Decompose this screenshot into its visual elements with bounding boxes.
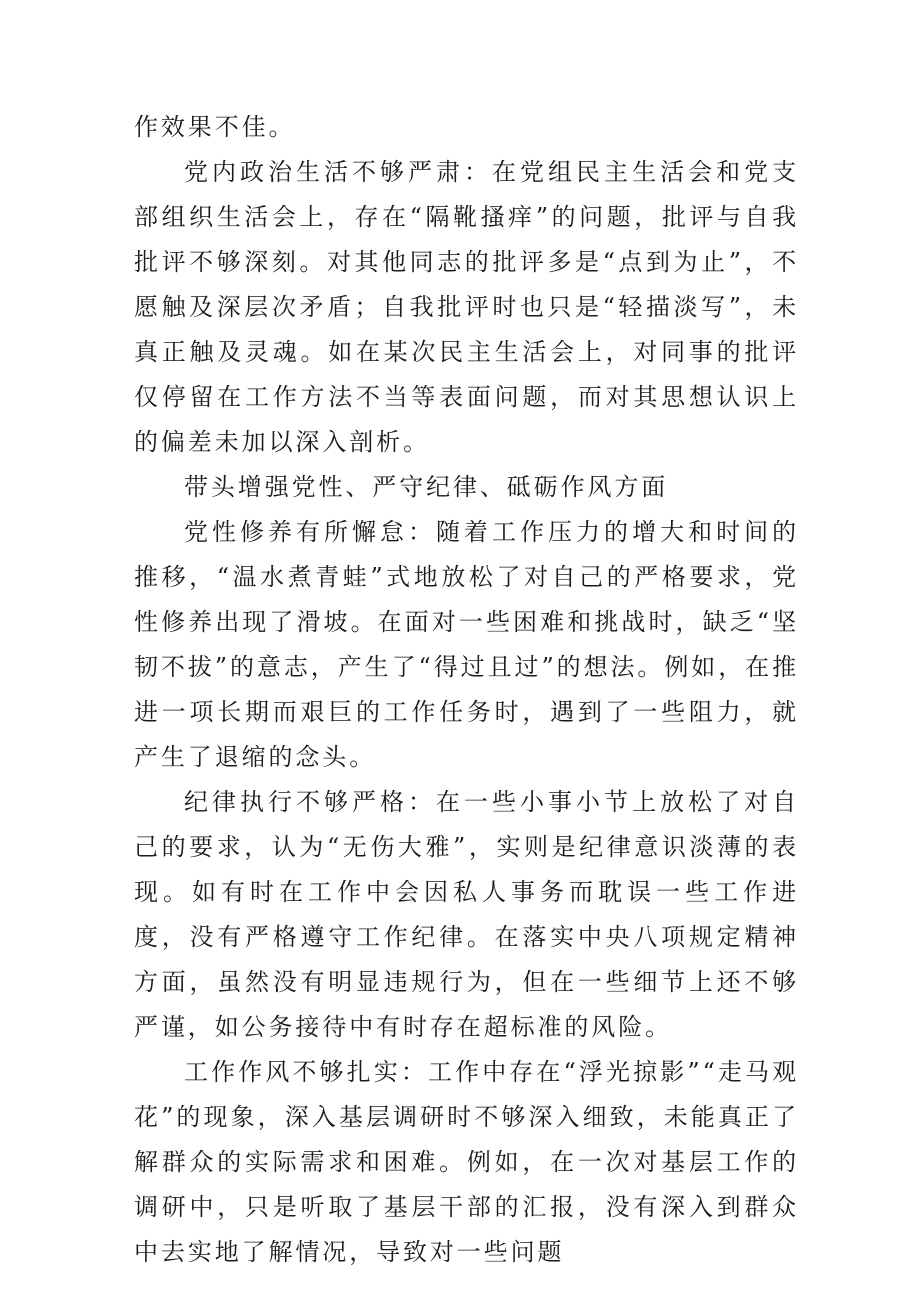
section-heading: 带头增强党性、严守纪律、砥砺作风方面 [184,473,669,501]
paragraph-party-spirit: 党性修养有所懈怠：随着工作压力的增大和时间的推移，“温水煮青蛙”式地放松了对自己的严格要求，党性修养出现了滑坡。在面对一些困难和挑战时，缺乏“坚韧不拔”的意志，产生了“得过且过”的想法。例如，在推进一项长期而艰巨的工作任务时，遇到了一些阻力，就产生了退缩的念头。 [134,518,799,771]
paragraph-work-style: 工作作风不够扎实：工作中存在“浮光掠影”“走马观花”的现象，深入基层调研时不够深入细致，未能真正了解群众的实际需求和困难。例如，在一次对基层工作的调研中，只是听取了基层干部的汇报，没有深入到群众中去实地了解情况，导致对一些问题 [134,1058,799,1266]
paragraph-discipline: 纪律执行不够严格：在一些小事小节上放松了对自己的要求，认为“无伤大雅”，实则是纪律意识淡薄的表现。如有时在工作中会因私人事务而耽误一些工作进度，没有严格遵守工作纪律。在落实中央八项规定精神方面，虽然没有明显违规行为，但在一些细节上还不够严谨，如公务接待中有时存在超标准的风险。 [134,788,799,1041]
document-body [134,105,799,1275]
paragraph-continuation: 作效果不佳。 [134,113,296,141]
paragraph-party-political-life: 党内政治生活不够严肃：在党组民主生活会和党支部组织生活会上，存在“隔靴搔痒”的问题，批评与自我批评不够深刻。对其他同志的批评多是“点到为止”，不愿触及深层次矛盾；自我批评时也只是“轻描淡写”，未真正触及灵魂。如在某次民主生活会上，对同事的批评仅停留在工作方法不当等表面问题，而对其思想认识上的偏差未加以深入剖析。 [134,158,799,456]
